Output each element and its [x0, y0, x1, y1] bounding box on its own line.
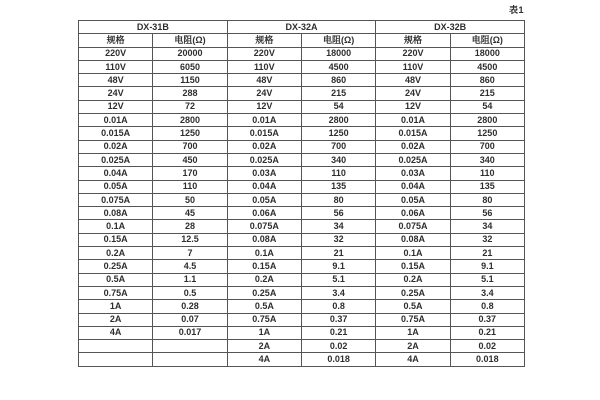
spec-cell: 0.06A [376, 207, 450, 220]
resistance-cell: 0.21 [450, 326, 524, 339]
resistance-cell: 9.1 [301, 260, 375, 273]
resistance-cell: 9.1 [450, 260, 524, 273]
table-row [79, 286, 525, 299]
resistance-cell: 34 [450, 220, 524, 233]
resistance-cell: 2800 [450, 114, 524, 127]
resistance-cell: 4500 [301, 60, 375, 73]
resistance-cell: 56 [301, 207, 375, 220]
resistance-cell: 1250 [450, 127, 524, 140]
table-row [79, 47, 525, 60]
spec-header-cell: 规格 [376, 34, 450, 47]
column-header-row [79, 34, 525, 47]
spec-cell: 2A [227, 340, 301, 353]
resistance-cell: 0.28 [153, 300, 227, 313]
spec-cell: 0.1A [79, 220, 153, 233]
resistance-cell: 0.017 [153, 326, 227, 339]
resistance-cell: 32 [301, 233, 375, 246]
resistance-cell: 110 [301, 167, 375, 180]
resistance-header-cell: 电阻(Ω) [153, 34, 227, 47]
table-row [79, 273, 525, 286]
resistance-cell: 4500 [450, 60, 524, 73]
resistance-cell: 12.5 [153, 233, 227, 246]
table-row [79, 180, 525, 193]
resistance-cell: 1250 [153, 127, 227, 140]
spec-cell: 0.015A [227, 127, 301, 140]
resistance-cell: 54 [301, 100, 375, 113]
spec-cell: 0.25A [376, 286, 450, 299]
spec-cell: 0.025A [79, 153, 153, 166]
group-header-cell: DX-31B [79, 21, 228, 34]
table-row [79, 207, 525, 220]
resistance-cell: 54 [450, 100, 524, 113]
table-row [79, 220, 525, 233]
spec-cell: 0.01A [227, 114, 301, 127]
table-number-label: 表1 [508, 5, 524, 15]
spec-cell: 0.2A [79, 247, 153, 260]
table-row [79, 313, 525, 326]
table-row [79, 74, 525, 87]
spec-cell: 48V [79, 74, 153, 87]
spec-cell: 1A [227, 326, 301, 339]
spec-cell: 0.2A [376, 273, 450, 286]
resistance-cell: 340 [301, 153, 375, 166]
spec-cell: 0.01A [376, 114, 450, 127]
spec-cell: 0.5A [376, 300, 450, 313]
resistance-cell: 45 [153, 207, 227, 220]
table-row [79, 60, 525, 73]
resistance-cell: 1250 [301, 127, 375, 140]
spec-cell: 1A [376, 326, 450, 339]
resistance-cell: 20000 [153, 47, 227, 60]
resistance-cell: 80 [301, 193, 375, 206]
spec-cell: 48V [227, 74, 301, 87]
spec-cell: 2A [376, 340, 450, 353]
table-row [79, 193, 525, 206]
spec-cell: 0.04A [376, 180, 450, 193]
spec-cell: 0.03A [227, 167, 301, 180]
group-header-row [79, 21, 525, 34]
resistance-cell: 3.4 [301, 286, 375, 299]
spec-cell: 0.08A [376, 233, 450, 246]
spec-cell: 0.02A [376, 140, 450, 153]
spec-cell: 0.25A [79, 260, 153, 273]
spec-cell: 0.02A [227, 140, 301, 153]
spec-header-cell: 规格 [227, 34, 301, 47]
resistance-cell: 288 [153, 87, 227, 100]
spec-cell: 0.08A [227, 233, 301, 246]
resistance-cell: 56 [450, 207, 524, 220]
spec-cell: 0.015A [376, 127, 450, 140]
table-row [79, 140, 525, 153]
table-row [79, 114, 525, 127]
resistance-cell: 0.21 [301, 326, 375, 339]
spec-cell: 0.08A [79, 207, 153, 220]
spec-cell: 0.05A [79, 180, 153, 193]
spec-cell: 0.01A [79, 114, 153, 127]
resistance-table [78, 20, 525, 367]
spec-cell [79, 353, 153, 366]
spec-cell: 0.03A [376, 167, 450, 180]
spec-cell: 0.04A [227, 180, 301, 193]
resistance-cell: 215 [301, 87, 375, 100]
resistance-cell: 18000 [450, 47, 524, 60]
resistance-cell [153, 340, 227, 353]
resistance-cell: 700 [301, 140, 375, 153]
spec-cell: 0.075A [376, 220, 450, 233]
table-row [79, 353, 525, 366]
resistance-cell: 80 [450, 193, 524, 206]
spec-cell: 12V [79, 100, 153, 113]
resistance-header-cell: 电阻(Ω) [450, 34, 524, 47]
spec-cell: 0.75A [79, 286, 153, 299]
resistance-cell: 0.07 [153, 313, 227, 326]
spec-cell: 12V [227, 100, 301, 113]
resistance-cell: 700 [450, 140, 524, 153]
spec-cell: 0.025A [227, 153, 301, 166]
spec-header-cell: 规格 [79, 34, 153, 47]
resistance-cell: 3.4 [450, 286, 524, 299]
resistance-cell: 4.5 [153, 260, 227, 273]
resistance-cell: 110 [153, 180, 227, 193]
resistance-cell: 5.1 [301, 273, 375, 286]
resistance-cell: 21 [450, 247, 524, 260]
resistance-cell: 6050 [153, 60, 227, 73]
spec-cell: 24V [227, 87, 301, 100]
resistance-cell: 34 [301, 220, 375, 233]
table-body [79, 47, 525, 366]
spec-cell: 1A [79, 300, 153, 313]
resistance-cell: 0.02 [301, 340, 375, 353]
spec-cell: 220V [79, 47, 153, 60]
resistance-cell: 1.1 [153, 273, 227, 286]
spec-cell: 0.25A [227, 286, 301, 299]
spec-cell: 0.75A [376, 313, 450, 326]
resistance-cell: 0.5 [153, 286, 227, 299]
spec-cell: 0.75A [227, 313, 301, 326]
spec-cell: 0.04A [79, 167, 153, 180]
spec-cell: 0.15A [79, 233, 153, 246]
spec-cell: 0.5A [227, 300, 301, 313]
spec-cell: 110V [79, 60, 153, 73]
resistance-cell: 170 [153, 167, 227, 180]
spec-cell: 0.05A [376, 193, 450, 206]
table-row [79, 233, 525, 246]
resistance-cell: 2800 [301, 114, 375, 127]
spec-cell: 0.06A [227, 207, 301, 220]
resistance-cell: 21 [301, 247, 375, 260]
resistance-cell: 2800 [153, 114, 227, 127]
spec-cell: 4A [79, 326, 153, 339]
spec-cell: 0.025A [376, 153, 450, 166]
spec-cell: 2A [79, 313, 153, 326]
table-row [79, 167, 525, 180]
resistance-cell: 1150 [153, 74, 227, 87]
resistance-cell: 32 [450, 233, 524, 246]
resistance-cell: 28 [153, 220, 227, 233]
table-row [79, 326, 525, 339]
spec-cell: 0.1A [227, 247, 301, 260]
resistance-cell: 0.018 [450, 353, 524, 366]
spec-cell: 12V [376, 100, 450, 113]
spec-cell: 0.15A [227, 260, 301, 273]
table-row [79, 153, 525, 166]
resistance-cell: 135 [450, 180, 524, 193]
table-row [79, 260, 525, 273]
spec-cell: 4A [227, 353, 301, 366]
spec-cell [79, 340, 153, 353]
table-row [79, 127, 525, 140]
resistance-cell: 700 [153, 140, 227, 153]
spec-cell: 0.15A [376, 260, 450, 273]
resistance-cell: 110 [450, 167, 524, 180]
resistance-cell: 860 [301, 74, 375, 87]
spec-cell: 24V [79, 87, 153, 100]
spec-cell: 110V [227, 60, 301, 73]
table-row [79, 100, 525, 113]
table-row [79, 247, 525, 260]
spec-cell: 220V [227, 47, 301, 60]
spec-cell: 110V [376, 60, 450, 73]
resistance-header-cell: 电阻(Ω) [301, 34, 375, 47]
resistance-cell: 5.1 [450, 273, 524, 286]
resistance-cell: 860 [450, 74, 524, 87]
spec-cell: 48V [376, 74, 450, 87]
spec-cell: 0.02A [79, 140, 153, 153]
resistance-cell: 340 [450, 153, 524, 166]
spec-cell: 0.015A [79, 127, 153, 140]
spec-cell: 220V [376, 47, 450, 60]
resistance-cell [153, 353, 227, 366]
resistance-cell: 7 [153, 247, 227, 260]
resistance-cell: 72 [153, 100, 227, 113]
group-header-cell: DX-32B [376, 21, 525, 34]
spec-cell: 4A [376, 353, 450, 366]
resistance-cell: 0.018 [301, 353, 375, 366]
table-row [79, 87, 525, 100]
spec-cell: 0.5A [79, 273, 153, 286]
spec-cell: 0.2A [227, 273, 301, 286]
spec-cell: 0.075A [227, 220, 301, 233]
table-head [79, 21, 525, 48]
table-row [79, 300, 525, 313]
resistance-cell: 0.37 [450, 313, 524, 326]
resistance-cell: 215 [450, 87, 524, 100]
table-row [79, 340, 525, 353]
resistance-cell: 18000 [301, 47, 375, 60]
spec-cell: 0.1A [376, 247, 450, 260]
resistance-cell: 50 [153, 193, 227, 206]
resistance-cell: 0.37 [301, 313, 375, 326]
resistance-cell: 0.8 [301, 300, 375, 313]
resistance-cell: 0.02 [450, 340, 524, 353]
group-header-cell: DX-32A [227, 21, 376, 34]
resistance-cell: 0.8 [450, 300, 524, 313]
spec-cell: 0.075A [79, 193, 153, 206]
resistance-cell: 135 [301, 180, 375, 193]
spec-cell: 0.05A [227, 193, 301, 206]
spec-cell: 24V [376, 87, 450, 100]
resistance-cell: 450 [153, 153, 227, 166]
